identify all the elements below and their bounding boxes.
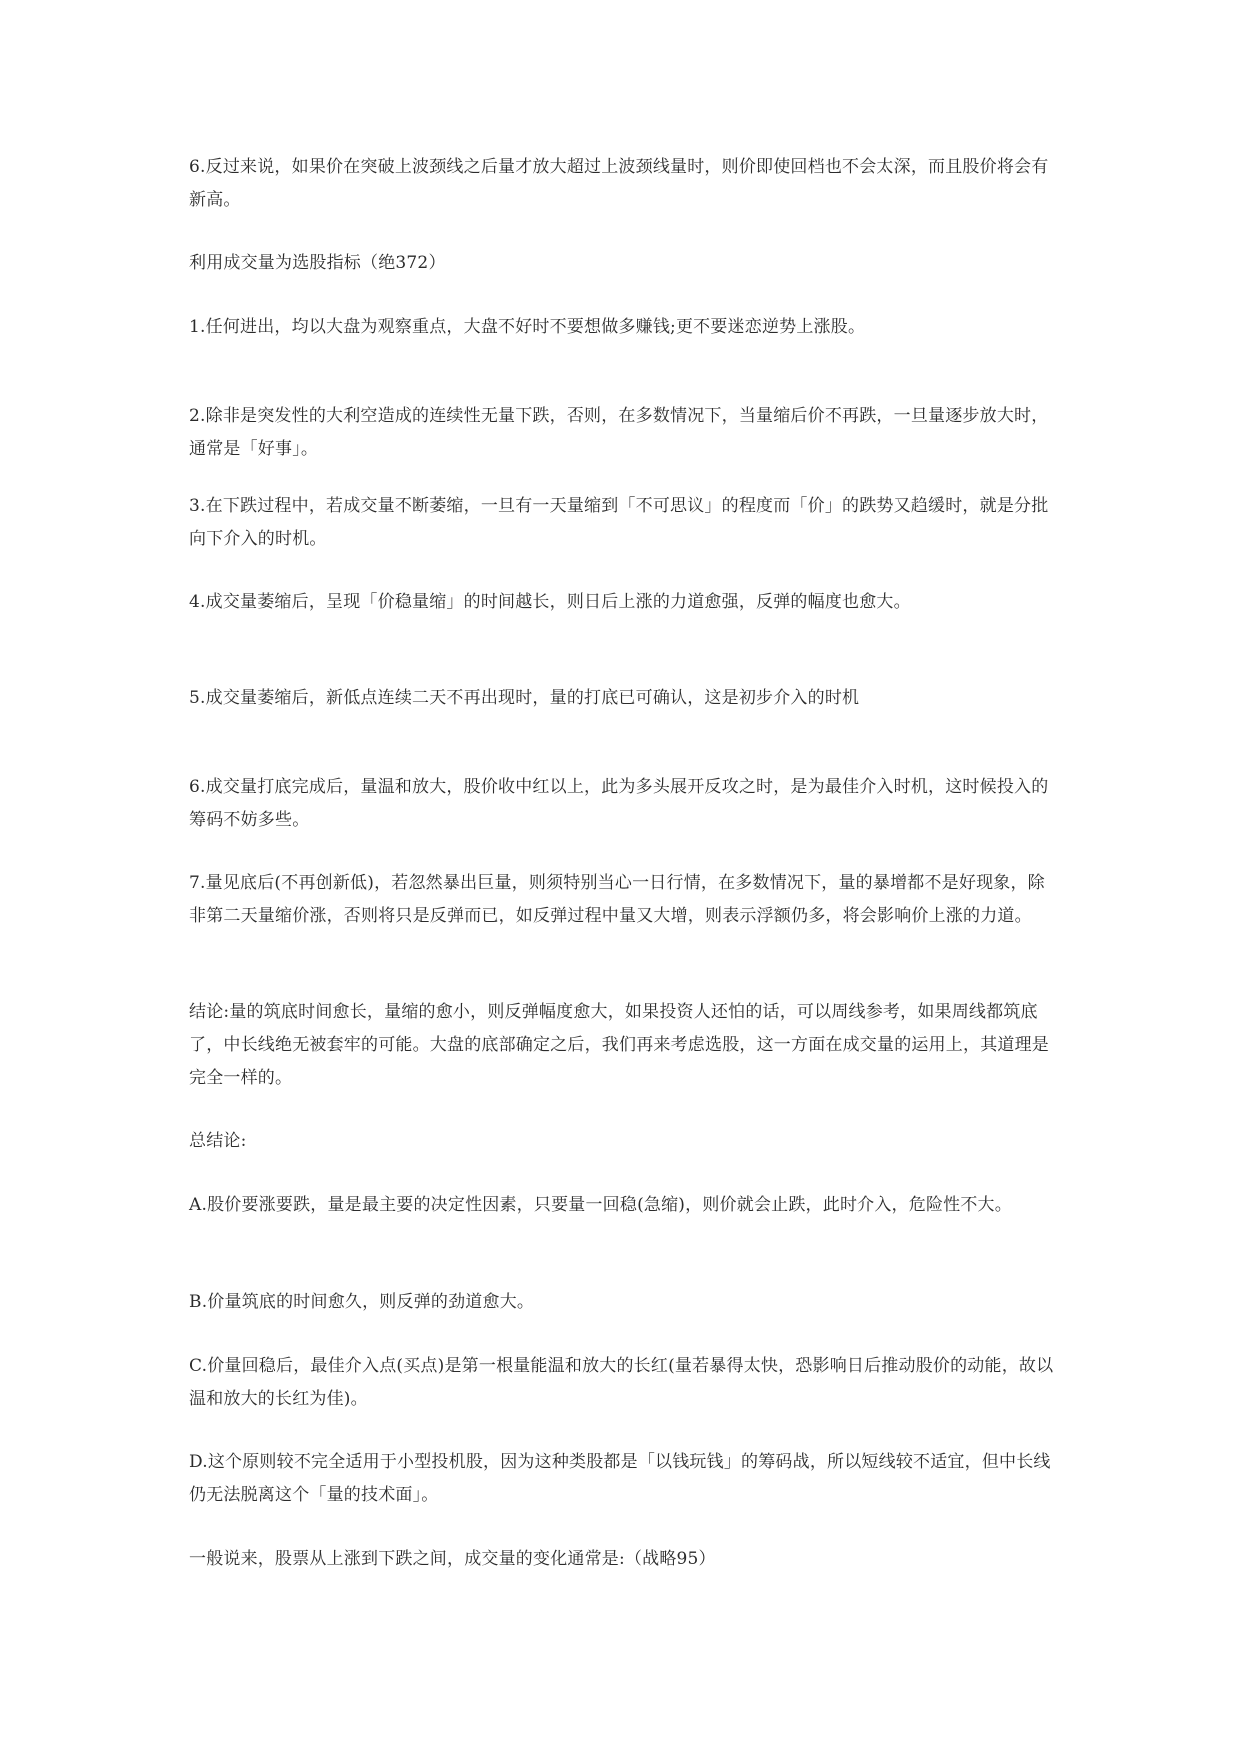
paragraph-rule-5: 5.成交量萎缩后，新低点连续二天不再出现时，量的打底已可确认，这是初步介入的时机 (189, 688, 860, 708)
paragraph-rule-4: 4.成交量萎缩后，呈现「价稳量缩」的时间越长，则日后上涨的力道愈强，反弹的幅度也愈大。 (189, 592, 911, 612)
paragraph-volume-changes-intro: 一般说来，股票从上涨到下跌之间，成交量的变化通常是:（战略95） (189, 1549, 716, 1569)
paragraph-rule-7: 7.量见底后(不再创新低)，若忽然暴出巨量，则须特别当心一日行情，在多数情况下，量的暴增都不是好现象，除非第二天量缩价涨，否则将只是反弹而已，如反弹过程中量又大增，则表示浮额仍多，将会影响价上涨的力道。 (189, 873, 1045, 926)
paragraph-neckline-breakout: 6.反过来说，如果价在突破上波颈线之后量才放大超过上波颈线量时，则价即使回档也不会太深，而且股价将会有新高。 (189, 157, 1049, 210)
paragraph-rule-3: 3.在下跌过程中，若成交量不断萎缩，一旦有一天量缩到「不可思议」的程度而「价」的跌势又趋缓时，就是分批向下介入的时机。 (189, 496, 1049, 549)
paragraph-summary-a: A.股价要涨要跌，量是最主要的决定性因素，只要量一回稳(急缩)，则价就会止跌，此时介入，危险性不大。 (189, 1195, 1012, 1215)
paragraph-summary-c: C.价量回稳后，最佳介入点(买点)是第一根量能温和放大的长红(量若暴得太快，恐影响日后推动股价的动能，故以温和放大的长红为佳)。 (189, 1356, 1054, 1409)
heading-summary: 总结论: (189, 1131, 247, 1151)
paragraph-conclusion: 结论:量的筑底时间愈长，量缩的愈小，则反弹幅度愈大，如果投资人还怕的话，可以周线参考，如果周线都筑底了，中长线绝无被套牢的可能。大盘的底部确定之后，我们再来考虑选股，这一方面在成交量的运用上，其道理是完全一样的。 (189, 1002, 1049, 1088)
paragraph-rule-1: 1.任何进出，均以大盘为观察重点，大盘不好时不要想做多赚钱;更不要迷恋逆势上涨股。 (189, 317, 866, 337)
section-heading-volume-stock-selection: 利用成交量为选股指标（绝372） (189, 253, 446, 273)
paragraph-rule-6: 6.成交量打底完成后，量温和放大，股价收中红以上，此为多头展开反攻之时，是为最佳介入时机，这时候投入的筹码不妨多些。 (189, 777, 1049, 830)
paragraph-summary-d: D.这个原则较不完全适用于小型投机股，因为这种类股都是「以钱玩钱」的筹码战，所以短线较不适宜，但中长线仍无法脱离这个「量的技术面」。 (189, 1452, 1051, 1505)
paragraph-rule-2: 2.除非是突发性的大利空造成的连续性无量下跌，否则，在多数情况下，当量缩后价不再跌，一旦量逐步放大时，通常是「好事」。 (189, 406, 1049, 459)
paragraph-summary-b: B.价量筑底的时间愈久，则反弹的劲道愈大。 (189, 1292, 535, 1312)
